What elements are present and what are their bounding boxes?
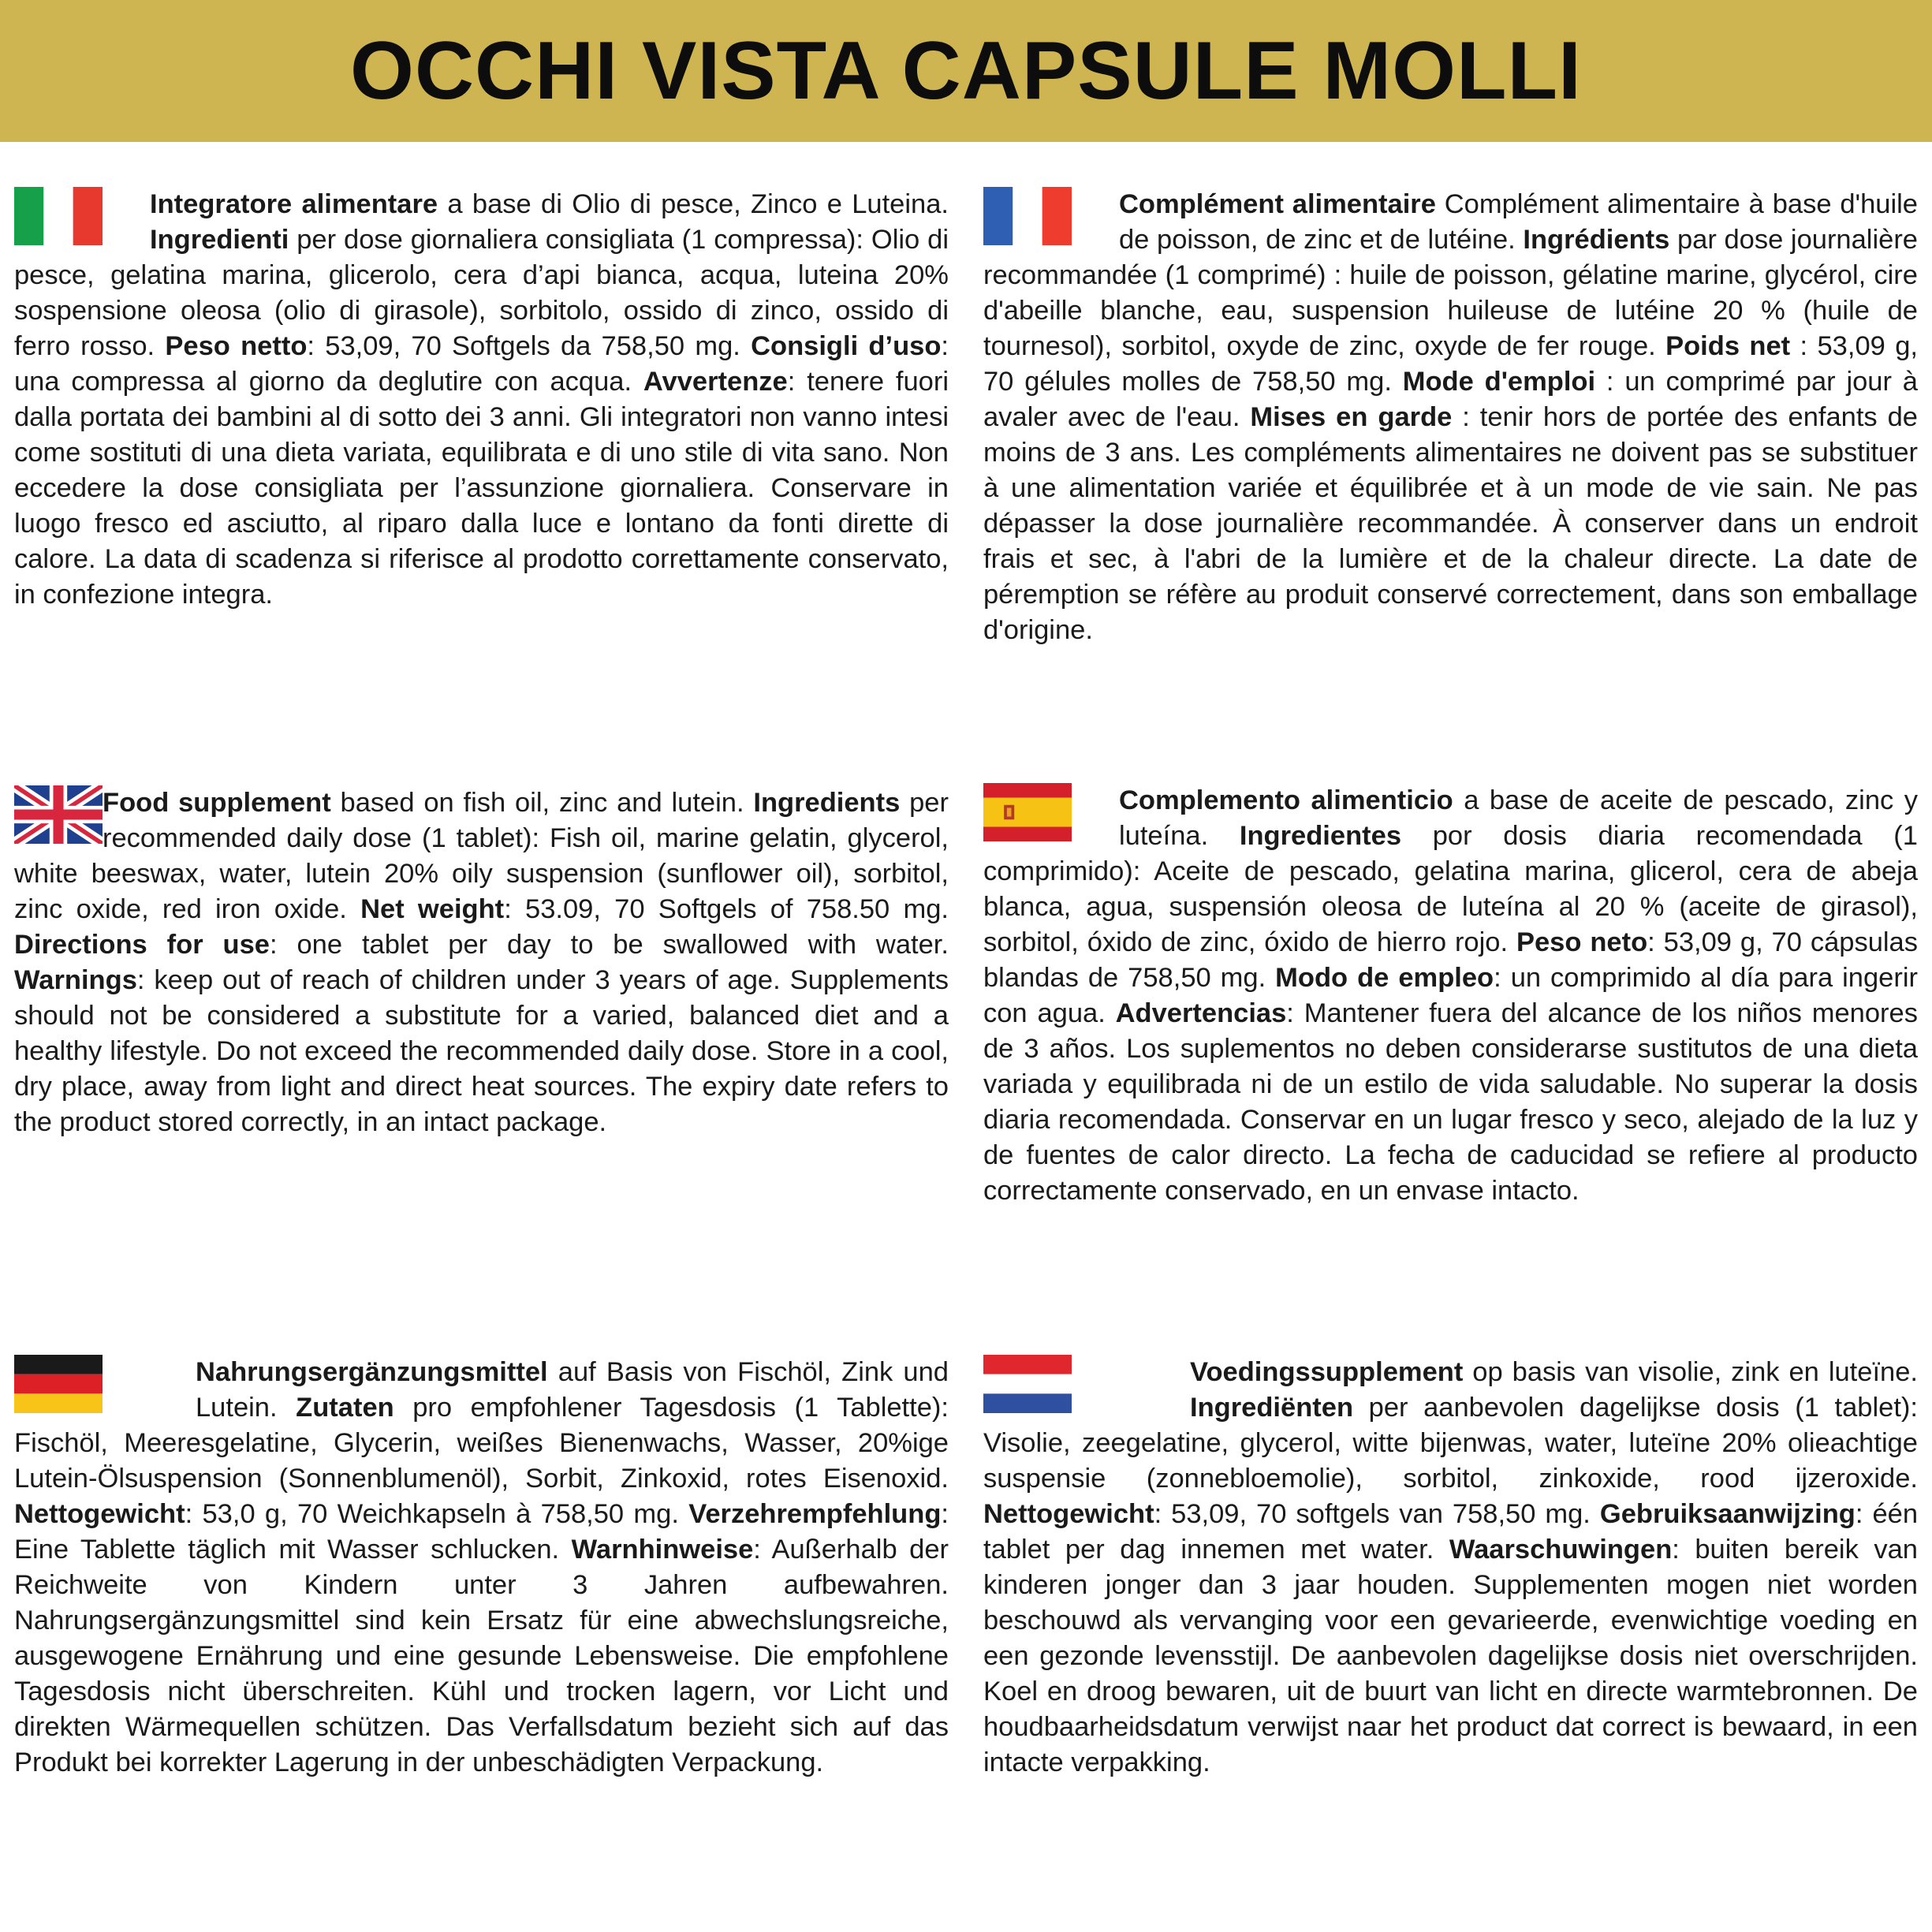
text-segment: : una compressa al giorno da deglutire con acqua. [14, 331, 949, 397]
german-warnings-label: Warnhinweise [571, 1535, 754, 1565]
panel-italian [14, 187, 949, 613]
text-segment: : 53.09, 70 Softgels of 758.50 mg. [504, 894, 949, 924]
german-lead: Nahrungsergänzungsmittel [196, 1357, 548, 1387]
text-segment: par dose journalière recommandée (1 comprimé) : huile de poisson, gélatine marine, glycérol, cire d'abeille blanche, eau, suspension huileuse de lutéine 20 % (huile de tournesol), sorbitol, oxyde de zinc, oxyde de fer rouge. [983, 225, 1918, 361]
dutch-weight-label: Nettogewicht [983, 1499, 1154, 1529]
german-text [14, 1355, 949, 1781]
text-segment: : 53,09, 70 softgels van 758,50 mg. [1154, 1499, 1600, 1529]
text-segment: : 53,09, 70 Softgels da 758,50 mg. [307, 331, 752, 361]
text-segment: : un comprimido al día para ingerir con agua. [983, 963, 1918, 1028]
text-segment: : tenir hors de portée des enfants de moins de 3 ans. Les compléments alimentaires ne doivent pas se substituer à une alimentation variée et équilibrée et à un mode de vie sain. Ne pas dépasser la dose journalière recommandée. À conserver dans un endroit frais et sec, à l'abri de la lumière et de la chaleur directe. La date de péremption se réfère au produit conservé correctement, dans son emballage d'origine. [983, 402, 1918, 645]
text-segment: : tenere fuori dalla portata dei bambini al di sotto dei 3 anni. Gli integratori non vanno intesi come sostituti di una dieta variata, equilibrata e di uno stile di vita sano. Non eccedere la dose consigliata per l’assunzione giornaliera. Conservare in luogo fresco ed asciutto, al riparo dalla luce e lontano da fonti dirette di calore. La data di scadenza si riferisce al prodotto correttamente conservato, in confezione integra. [14, 367, 949, 610]
text-segment: : één tablet per dag innemen met water. [983, 1499, 1918, 1565]
text-segment: : 53,09 g, 70 gélules molles de 758,50 mg. [983, 331, 1918, 397]
italian-usage-label: Consigli d’uso [751, 331, 942, 361]
panel-english [14, 785, 949, 1140]
french-warnings-label: Mises en garde [1250, 402, 1453, 432]
text-segment: : buiten bereik van kinderen jonger dan 3 jaar houden. Supplementen mogen niet worden beschouwd als vervanging voor een gevarieerde, evenwichtige voeding en een gezonde levensstijl. De aanbevolen dagelijkse dosis niet overschrijden. Koel en droog bewaren, uit de buurt van licht en directe warmtebronnen. De houdbaarheidsdatum verwijst naar het product dat correct is bewaard, in een intacte verpakking. [983, 1535, 1918, 1777]
text-segment: : 53,09 g, 70 cápsulas blandas de 758,50 mg. [983, 927, 1918, 993]
italian-lead: Integratore alimentare [150, 189, 438, 219]
dutch-warnings-label: Waarschuwingen [1449, 1535, 1673, 1565]
text-segment: : keep out of reach of children under 3 years of age. Supplements should not be considered a substitute for a varied, balanced diet and a healthy lifestyle. Do not exceed the recommended daily dose. Store in a cool, dry place, away from light and direct heat sources. The expiry date refers to the product stored correctly, in an intact package. [14, 965, 949, 1137]
dutch-text [983, 1355, 1918, 1781]
text-segment: : 53,0 g, 70 Weichkapseln à 758,50 mg. [185, 1499, 689, 1529]
english-usage-label: Directions for use [14, 930, 270, 960]
english-weight-label: Net weight [360, 894, 505, 924]
text-segment: por dosis diaria recomendada (1 comprimido): Aceite de pescado, gelatina marina, glicerol, cera de abeja blanca, agua, suspensión oleosa de luteína al 20 % (aceite de girasol), sorbitol, óxido de zinc, óxido de hierro rojo. [983, 821, 1918, 957]
panel-french [983, 187, 1918, 648]
italian-warnings-label: Avvertenze [643, 367, 788, 397]
text-segment: : one tablet per day to be swallowed with water. [269, 930, 949, 960]
spanish-usage-label: Modo de empleo [1275, 963, 1494, 993]
germany-flag-icon [14, 1355, 103, 1413]
dutch-usage-label: Gebruiksaanwijzing [1599, 1499, 1856, 1529]
netherlands-flag-icon [983, 1355, 1072, 1413]
text-segment: pro empfohlener Tagesdosis (1 Tablette): Fischöl, Meeresgelatine, Glycerin, weißes Bienenwachs, Wasser, 20%ige Lutein-Ölsuspension (Sonnenblumenöl), Sorbit, Zinkoxid, rotes Eisenoxid. [14, 1393, 949, 1494]
spanish-weight-label: Peso neto [1516, 927, 1648, 957]
panel-dutch [983, 1355, 1918, 1781]
italian-ingredients-label: Ingredienti [150, 225, 289, 255]
spain-flag-icon [983, 783, 1072, 841]
text-segment: op basis van visolie, zink en luteïne. [1463, 1357, 1918, 1387]
english-ingredients-label: Ingredients [753, 788, 901, 818]
text-segment: per aanbevolen dagelijkse dosis (1 tablet): Visolie, zeegelatine, glycerol, witte bijenwas, water, luteïne 20% olieachtige suspensie (zonnebloemolie), sorbitol, zinkoxide, rood ijzeroxide. [983, 1393, 1918, 1494]
german-usage-label: Verzehrempfehlung [688, 1499, 942, 1529]
text-segment: per dose giornaliera consigliata (1 compressa): Olio di pesce, gelatina marina, glicerolo, cera d’api bianca, acqua, luteina 20% sospensione oleosa (olio di girasole), sorbitolo, ossido di zinco, ossido di ferro rosso. [14, 225, 949, 361]
text-segment: Complément alimentaire à base d'huile de poisson, de zinc et de lutéine. [1119, 189, 1918, 255]
spanish-lead: Complemento alimenticio [1119, 785, 1453, 815]
text-segment: based on fish oil, zinc and lutein. [330, 788, 754, 818]
title-banner [0, 0, 1932, 142]
dutch-lead: Voedingssupplement [1190, 1357, 1464, 1387]
spanish-text [983, 783, 1918, 1209]
french-weight-label: Poids net [1665, 331, 1791, 361]
text-segment: a base di Olio di pesce, Zinco e Luteina. [438, 189, 949, 219]
english-warnings-label: Warnings [14, 965, 137, 995]
spanish-warnings-label: Advertencias [1115, 998, 1287, 1028]
panel-spanish [983, 783, 1918, 1209]
text-segment: : Außerhalb der Reichweite von Kindern unter 3 Jahren aufbewahren. Nahrungsergänzungsmittel sind kein Ersatz für eine abwechslungsreiche, ausgewogene Ernährung und eine gesunde Lebensweise. Die empfohlene Tagesdosis nicht überschreiten. Kühl und trocken lagern, vor Licht und direkten Wärmequellen schützen. Das Verfallsdatum bezieht sich auf das Produkt bei korrekter Lagerung in der unbeschädigten Verpackung. [14, 1535, 949, 1777]
italy-flag-icon [14, 187, 103, 245]
text-segment: : Eine Tablette täglich mit Wasser schlucken. [14, 1499, 949, 1565]
text-segment: : Mantener fuera del alcance de los niños menores de 3 años. Los suplementos no deben considerarse sustitutos de una dieta variada y equilibrada ni de un estilo de vida saludable. No superar la dosis diaria recomendada. Conservar en un lugar fresco y seco, alejado de la luz y de fuentes de calor directo. La fecha de caducidad se refiere al producto correctamente conservado, en un envase intacto. [983, 998, 1918, 1206]
french-usage-label: Mode d'emploi [1402, 367, 1596, 397]
french-ingredients-label: Ingrédients [1523, 225, 1670, 255]
page-title: OCCHI VISTA CAPSULE MOLLI [350, 24, 1582, 117]
text-segment: : un comprimé par jour à avaler avec de l'eau. [983, 367, 1918, 432]
text-segment: per recommended daily dose (1 tablet): Fish oil, marine gelatin, glycerol, white beeswax, water, lutein 20% oily suspension (sunflower oil), sorbitol, zinc oxide, red iron oxide. [14, 788, 949, 924]
english-text [14, 785, 949, 1140]
german-ingredients-label: Zutaten [296, 1393, 394, 1423]
dutch-ingredients-label: Ingrediënten [1190, 1393, 1354, 1423]
france-flag-icon [983, 187, 1072, 245]
english-lead: Food supplement [103, 788, 331, 818]
spanish-ingredients-label: Ingredientes [1239, 821, 1402, 851]
panel-german [14, 1355, 949, 1781]
text-segment: auf Basis von Fischöl, Zink und Lutein. [196, 1357, 949, 1423]
french-lead: Complément alimentaire [1119, 189, 1436, 219]
french-text [983, 187, 1918, 648]
uk-flag-icon [14, 785, 103, 844]
italian-text [14, 187, 949, 613]
italian-weight-label: Peso netto [165, 331, 308, 361]
text-segment: a base de aceite de pescado, zinc y luteína. [1119, 785, 1919, 851]
german-weight-label: Nettogewicht [14, 1499, 185, 1529]
